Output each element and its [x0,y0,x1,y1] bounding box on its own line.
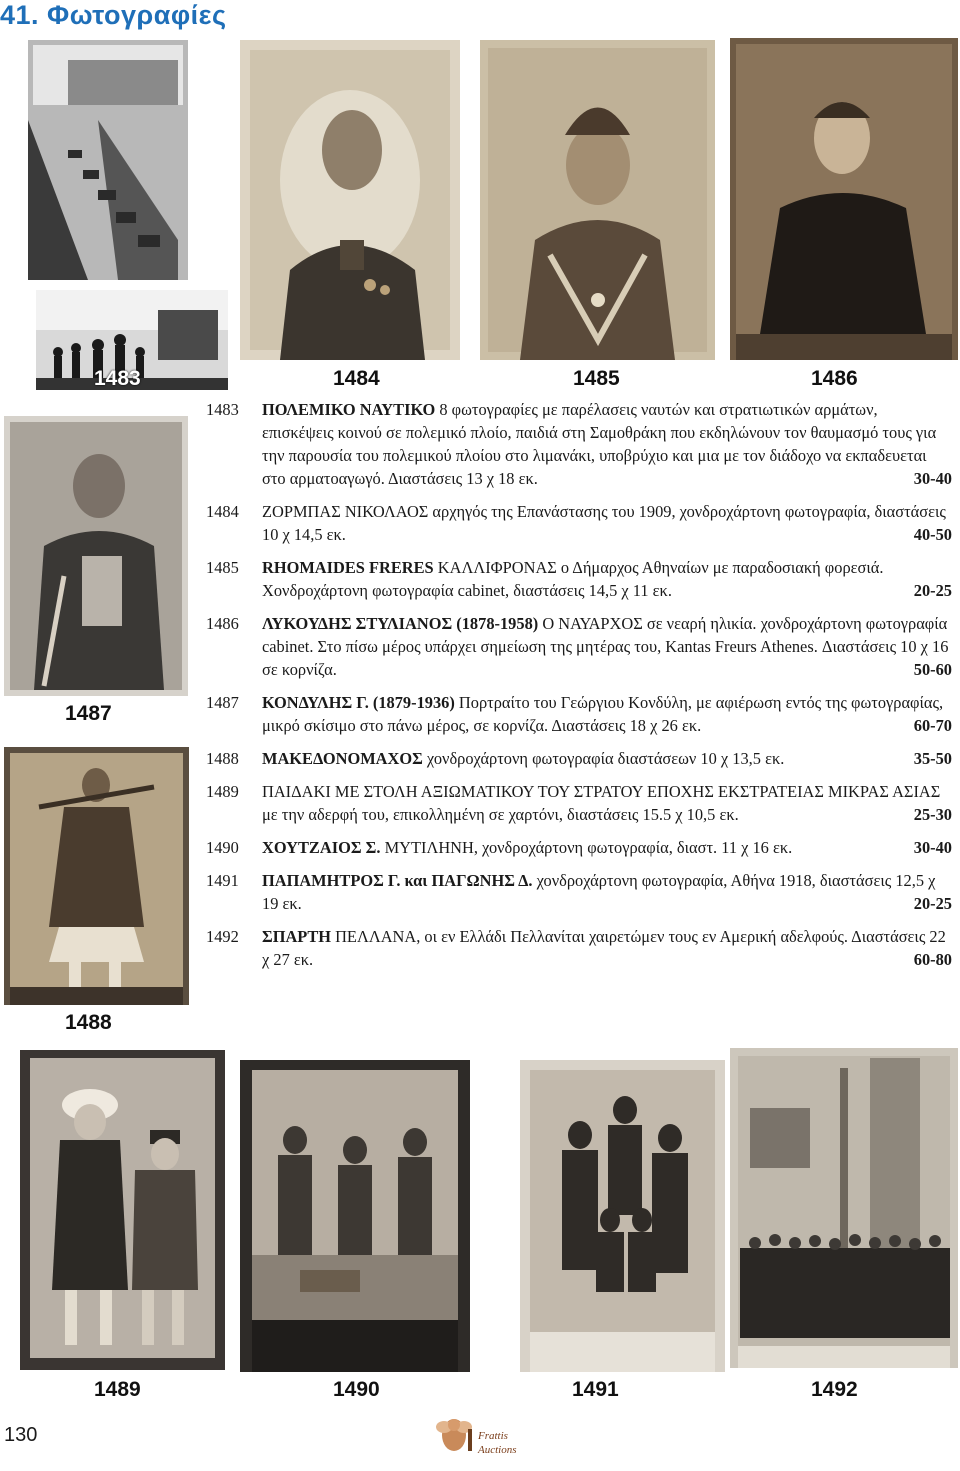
photo-label-1488: 1488 [65,1011,112,1034]
page-title: 41. Φωτογραφίες [0,0,227,30]
photo-1483[interactable] [28,40,228,390]
lot-number: 1484 [206,502,239,521]
photo-label-1483: 1483 [94,367,141,390]
lot-description: ΠΕΛΛΑΝΑ, οι εν Ελλάδι Πελλανίται χαιρετώμεν τους εν Αμερική αδελφούς. Διαστάσεις 22 χ 27 εκ. [262,927,946,969]
lot-description: 8 φωτογραφίες με παρέλασεις ναυτών και στρατιωτικών αρμάτων, επισκέψεις κοινού σε πολεμικό πλοίο, παιδιά στη Σαμοθράκη που εκδηλώνουν τον θαυμασμό τους για την παρουσία του πολεμικού πλοίου στο λιμανάκι, υποβρύχιο και μια με τον διάδοχο να εκπαδευεται στο αρματοαγωγό. Διαστάσεις 13 χ 18 εκ. [262,400,937,488]
lot-price: 50-60 [913,660,952,679]
officer-portrait-icon [240,40,460,360]
general-portrait-icon [4,416,188,696]
svg-text:Frattis: Frattis [478,1430,508,1442]
photo-1487[interactable] [4,416,188,696]
photo-label-1489: 1489 [94,1378,141,1401]
lot-title: ΛΥΚΟΥΔΗΣ ΣΤΥΛΙΑΝΟΣ (1878-1958) [262,614,539,633]
lot-number: 1483 [206,400,239,419]
photo-1492[interactable] [730,1048,958,1368]
lot-1484 [206,500,952,546]
page-number: 130 [4,1424,38,1446]
photo-1490[interactable] [240,1060,470,1372]
lot-price: 60-70 [913,716,952,735]
lot-description: ΖΟΡΜΠΑΣ ΝΙΚΟΛΑΟΣ αρχηγός της Επανάστασης του 1909, χονδροχάρτονη φωτογραφία, διαστάσεις 10 χ 14,5 εκ. [262,502,946,544]
lot-price: 30-40 [913,469,952,488]
young-admiral-portrait-icon [730,38,958,360]
lot-1491 [206,869,952,915]
lot-title: ΧΟΥΤΖΑΙΟΣ Σ. [262,838,381,857]
soldiers-group-icon [240,1060,470,1372]
crowd-monument-icon [730,1048,958,1368]
lot-1489 [206,780,952,826]
lot-title: ΚΟΝΔΥΛΗΣ Γ. (1879-1936) [262,693,455,712]
lot-number: 1490 [206,838,239,857]
family-group-icon [520,1060,725,1372]
lot-title: RHOMAIDES FRERES [262,558,434,577]
frattis-auctions-logo [432,1413,532,1463]
photo-label-1492: 1492 [811,1378,858,1401]
mayor-traditional-dress-icon [480,40,715,360]
lot-1486 [206,612,952,681]
photo-label-1490: 1490 [333,1378,380,1401]
lot-title: ΜΑΚΕΔΟΝΟΜΑΧΟΣ [262,749,423,768]
lot-1485 [206,556,952,602]
lot-number: 1486 [206,614,239,633]
lot-list [206,398,952,981]
svg-text:Auctions: Auctions [478,1444,517,1456]
macedonian-fighter-icon [4,747,189,1005]
lot-price: 20-25 [913,894,952,913]
lot-price: 20-25 [913,581,952,600]
lot-description: χονδροχάρτονη φωτογραφία διαστάσεων 10 χ 13,5 εκ. [422,749,785,768]
photo-1486[interactable] [730,38,958,360]
lot-number: 1492 [206,927,239,946]
lot-number: 1491 [206,871,239,890]
photo-1489[interactable] [20,1050,225,1370]
lot-price: 25-30 [913,805,952,824]
lot-description: Ο ΝΑΥΑΡΧΟΣ σε νεαρή ηλικία. χονδροχάρτονη φωτογραφία cabinet. Στο πίσω μέρος υπάρχει σημείωση της μητέρας του, Kantas Freurs Athenes. Διαστάσεις 10 χ 16 σε κορνίζα. [262,614,949,679]
photo-1485[interactable] [480,40,715,360]
photo-1488[interactable] [4,747,189,1005]
lot-title: ΠΟΛΕΜΙΚΟ ΝΑΥΤΙΚΟ [262,400,436,419]
photo-label-1484: 1484 [333,367,380,390]
cherub-logo-icon [432,1413,532,1463]
lot-price: 35-50 [913,749,952,768]
lot-1483 [206,398,952,490]
photo-label-1486: 1486 [811,367,858,390]
lot-1487 [206,691,952,737]
photo-label-1485: 1485 [573,367,620,390]
lot-description: ΚΑΛΛΙΦΡΟΝΑΣ ο Δήμαρχος Αθηναίων με παραδοσιακή φορεσιά. Χονδροχάρτονη φωτογραφία cabinet, διαστάσεις 14,5 χ 11 εκ. [262,558,884,600]
lot-price: 40-50 [913,525,952,544]
lot-number: 1485 [206,558,239,577]
lot-number: 1488 [206,749,239,768]
photo-label-1491: 1491 [572,1378,619,1401]
naval-parade-photo-icon [28,40,228,390]
lot-1488 [206,747,952,770]
lot-title: ΠΑΙΔΑΚΙ ΜΕ ΣΤΟΛΗ ΑΞΙΩΜΑΤΙΚΟΥ ΤΟΥ ΣΤΡΑΤΟΥ ΕΠΟΧΗΣ ΕΚΣΤΡΑΤΕΙΑΣ [262,782,824,801]
lot-price: 60-80 [913,950,952,969]
lot-title: ΠΑΠΑΜΗΤΡΟΣ Γ. και ΠΑΓΩΝΗΣ Δ. [262,871,533,890]
lot-1490 [206,836,952,859]
lot-price: 30-40 [913,838,952,857]
lot-description: χονδροχάρτονη φωτογραφία, Αθήνα 1918, διαστάσεις 12,5 χ 19 εκ. [262,871,936,913]
lot-title: ΣΠΑΡΤΗ [262,927,331,946]
lot-number: 1489 [206,782,239,801]
photo-label-1487: 1487 [65,702,112,725]
lot-description: ΜΙΚΡΑΣ ΑΣΙΑΣ με την αδερφή του, επικολλημένη σε χαρτόνι, διαστάσεις 15.5 χ 10,5 εκ. [262,782,941,824]
photo-1484[interactable] [240,40,460,360]
lot-1492 [206,925,952,971]
lot-description: Πορτραίτο του Γεώργιου Κονδύλη, με αφιέρωση εντός της φωτογραφίας, μικρό σκίσιμο στο πάνω μέρος, σε κορνίζα. Διαστάσεις 18 χ 26 εκ. [262,693,944,735]
lot-number: 1487 [206,693,239,712]
children-uniform-icon [20,1050,225,1370]
lot-description: ΜΥΤΙΛΗΝΗ, χονδροχάρτονη φωτογραφία, διαστ. 11 χ 16 εκ. [380,838,793,857]
photo-1491[interactable] [520,1060,725,1372]
